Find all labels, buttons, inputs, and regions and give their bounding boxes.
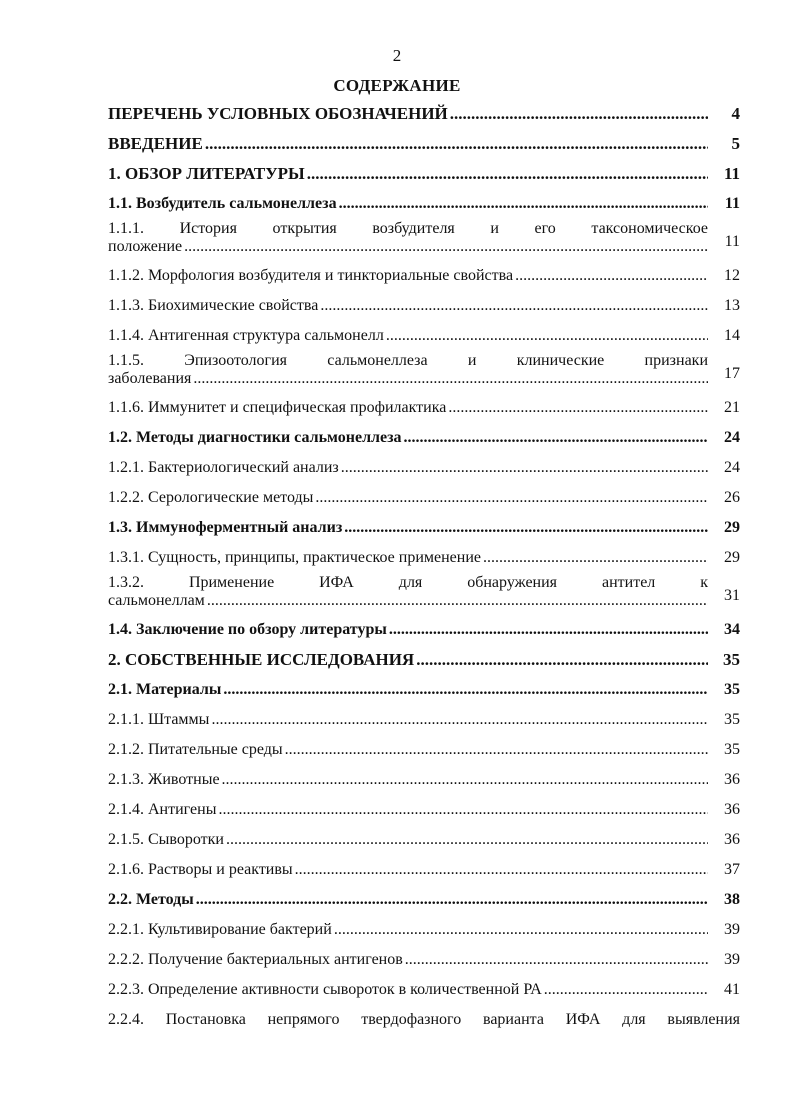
toc-entry: [108, 574, 740, 616]
toc-entry-text: 1.2.2. Серологические методы: [108, 489, 314, 506]
toc-entry-page: 37: [724, 861, 740, 878]
toc-entry-text: 2.1.4. Антигены: [108, 801, 217, 818]
toc-entry-text: 1.1. Возбудитель сальмонеллеза: [108, 195, 337, 212]
toc-entry-text: 1.3. Иммуноферментный анализ: [108, 519, 343, 536]
toc-entry: [108, 676, 740, 706]
toc-leader: [483, 548, 708, 568]
toc-entry-page: 35: [724, 681, 740, 698]
toc-leader: [193, 370, 708, 388]
toc-leader: [223, 680, 708, 700]
toc-entry: [108, 220, 740, 262]
toc-entry-text: 1.1.6. Иммунитет и специфическая профилактика: [108, 399, 447, 416]
toc-entry-text-cont: заболевания: [108, 370, 192, 387]
toc-leader: [341, 458, 708, 478]
toc-entry: [108, 766, 740, 796]
toc-entry: [108, 292, 740, 322]
toc-entry-text: 2.2. Методы: [108, 891, 194, 908]
toc-leader: [339, 194, 708, 214]
toc-entry-page: 36: [724, 771, 740, 788]
toc-leader: [196, 890, 708, 910]
toc-entry: [108, 262, 740, 292]
toc-entry-page: 39: [724, 921, 740, 938]
toc-entry: [108, 826, 740, 856]
toc-leader: [184, 238, 708, 256]
toc-leader: [404, 428, 708, 448]
toc-entry-text: 1.1.3. Биохимические свойства: [108, 297, 319, 314]
toc-entry-text: 2.2.3. Определение активности сывороток в количественной РА: [108, 981, 542, 998]
table-of-contents: [108, 100, 740, 1036]
toc-leader: [207, 592, 708, 610]
toc-entry: [108, 646, 740, 676]
toc-entry-text: 1.4. Заключение по обзору литературы: [108, 621, 387, 638]
toc-entry: [108, 190, 740, 220]
toc-leader: [315, 488, 708, 508]
toc-entry-page: 29: [724, 519, 740, 536]
toc-entry-text: ПЕРЕЧЕНЬ УСЛОВНЫХ ОБОЗНАЧЕНИЙ: [108, 104, 448, 123]
toc-entry-page: 14: [724, 327, 740, 344]
toc-entry-text: 1.1.1. История открытия возбудителя и его таксономическое: [108, 220, 708, 237]
toc-entry: [108, 544, 740, 574]
toc-entry-text: 2.1. Материалы: [108, 681, 222, 698]
toc-entry-text-cont: положение: [108, 238, 183, 255]
toc-entry-text: ВВЕДЕНИЕ: [108, 134, 203, 153]
toc-entry-text: 1. ОБЗОР ЛИТЕРАТУРЫ: [108, 164, 305, 183]
toc-leader: [450, 104, 708, 124]
toc-entry: [108, 514, 740, 544]
toc-leader: [544, 980, 708, 1000]
toc-entry-text: 2.1.5. Сыворотки: [108, 831, 224, 848]
toc-entry-page: 12: [724, 267, 740, 284]
page-title: СОДЕРЖАНИЕ: [333, 76, 461, 95]
toc-leader: [405, 950, 708, 970]
toc-leader: [205, 134, 708, 154]
toc-entry-page: 29: [724, 549, 740, 566]
toc-entry-text: 2.1.1. Штаммы: [108, 711, 210, 728]
toc-entry: [108, 616, 740, 646]
toc-entry-page: 11: [723, 164, 740, 183]
toc-entry: [108, 322, 740, 352]
toc-leader: [285, 740, 708, 760]
toc-entry: [108, 1006, 740, 1036]
toc-leader: [389, 620, 708, 640]
toc-leader: [386, 326, 708, 346]
toc-entry-page: 5: [731, 134, 740, 153]
toc-entry-page: 4: [731, 104, 740, 123]
toc-entry: [108, 454, 740, 484]
toc-entry: [108, 394, 740, 424]
toc-leader: [334, 920, 708, 940]
toc-entry-page: 31: [724, 587, 740, 604]
toc-entry-text: 1.1.5. Эпизоотология сальмонеллеза и клинические признаки: [108, 352, 708, 369]
toc-entry-text: 2.1.2. Питательные среды: [108, 741, 283, 758]
toc-entry-text: 2. СОБСТВЕННЫЕ ИССЛЕДОВАНИЯ: [108, 650, 415, 669]
toc-entry: [108, 976, 740, 1006]
toc-entry: [108, 706, 740, 736]
toc-entry-page: 17: [724, 365, 740, 382]
toc-entry-page: 34: [724, 621, 740, 638]
toc-entry-page: 36: [724, 801, 740, 818]
toc-entry-page: 24: [724, 459, 740, 476]
toc-entry-page: 26: [724, 489, 740, 506]
toc-leader: [211, 710, 708, 730]
toc-entry-page: 13: [724, 297, 740, 314]
toc-entry: [108, 736, 740, 766]
toc-entry: [108, 130, 740, 160]
toc-leader: [295, 860, 708, 880]
toc-entry-text: 1.1.4. Антигенная структура сальмонелл: [108, 327, 384, 344]
toc-entry-text: 1.1.2. Морфология возбудителя и тинкториальные свойства: [108, 267, 514, 284]
toc-entry-page: 35: [724, 711, 740, 728]
toc-entry-text: 2.2.4. Постановка непрямого твердофазного варианта ИФА для выявления: [108, 1011, 740, 1028]
toc-leader: [307, 164, 708, 184]
toc-entry: [108, 352, 740, 394]
toc-leader: [515, 266, 708, 286]
toc-entry-page: 38: [724, 891, 740, 908]
page-number: 2: [392, 46, 402, 65]
toc-entry-text-cont: сальмонеллам: [108, 592, 205, 609]
toc-entry-text: 2.1.3. Животные: [108, 771, 220, 788]
toc-leader: [218, 800, 708, 820]
toc-entry: [108, 916, 740, 946]
toc-entry-text: 1.3.1. Сущность, принципы, практическое применение: [108, 549, 481, 566]
toc-entry-page: 11: [724, 195, 740, 212]
toc-leader: [320, 296, 708, 316]
toc-entry-text: 1.3.2. Применение ИФА для обнаружения антител к: [108, 574, 708, 591]
toc-entry: [108, 946, 740, 976]
toc-entry: [108, 856, 740, 886]
toc-entry: [108, 424, 740, 454]
toc-entry: [108, 886, 740, 916]
toc-entry: [108, 796, 740, 826]
toc-entry-page: 41: [724, 981, 740, 998]
toc-entry: [108, 160, 740, 190]
toc-entry-page: 21: [724, 399, 740, 416]
toc-entry-text: 1.2. Методы диагностики сальмонеллеза: [108, 429, 402, 446]
toc-entry-page: 36: [724, 831, 740, 848]
toc-leader: [416, 650, 708, 670]
toc-entry-page: 39: [724, 951, 740, 968]
toc-entry-page: 24: [724, 429, 740, 446]
toc-leader: [226, 830, 708, 850]
toc-entry-text: 2.2.1. Культивирование бактерий: [108, 921, 332, 938]
toc-entry-page: 35: [724, 741, 740, 758]
toc-leader: [448, 398, 708, 418]
toc-entry: [108, 484, 740, 514]
toc-entry-text: 1.2.1. Бактериологический анализ: [108, 459, 339, 476]
toc-entry-text: 2.2.2. Получение бактериальных антигенов: [108, 951, 403, 968]
toc-entry-text: 2.1.6. Растворы и реактивы: [108, 861, 293, 878]
toc-leader: [344, 518, 708, 538]
toc-leader: [222, 770, 708, 790]
toc-entry-page: 35: [723, 650, 740, 669]
toc-entry: [108, 100, 740, 130]
toc-entry-page: 11: [724, 233, 740, 250]
